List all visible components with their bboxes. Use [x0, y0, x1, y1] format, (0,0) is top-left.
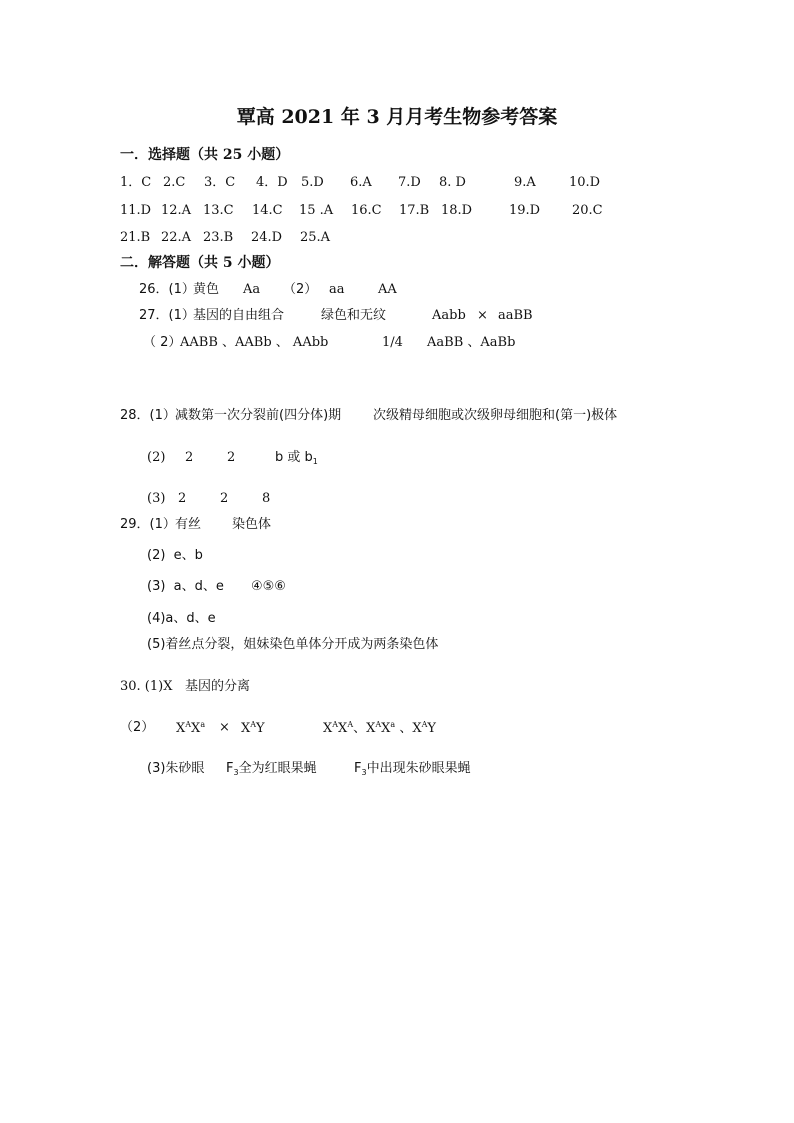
q30-times-sign: × — [219, 720, 230, 735]
q28-part3-answer-3: 8 — [262, 491, 271, 506]
answer-17: 17.B — [399, 203, 430, 218]
q28-number: 28．(1） — [120, 408, 176, 423]
answer-9: 9.A — [514, 175, 536, 190]
answer-8: 8. D — [439, 175, 466, 190]
q30-part-3: (3)朱砂眼 — [147, 761, 205, 776]
q29-number: 29．(1） — [120, 517, 176, 532]
q28-part-2: (2) — [147, 450, 166, 465]
q28-part2-answer-2: 2 — [227, 450, 236, 465]
q30-cross-female: $X^AX^a$ — [176, 720, 206, 736]
q27-answer-2: 绿色和无纹 — [321, 308, 387, 323]
q26-answer-4: AA — [378, 282, 397, 297]
answer-20: 20.C — [572, 203, 603, 218]
q29-line-3-circled: ④⑤⑥ — [251, 579, 286, 594]
answer-15: 15 .A — [299, 203, 334, 218]
answer-10: 10.D — [569, 175, 601, 190]
q28-part3-answer-2: 2 — [220, 491, 229, 506]
q26-answer-2: Aa — [243, 282, 261, 297]
q26-number: 26．(1） — [139, 282, 195, 297]
answer-5: 5.D — [301, 175, 324, 190]
q26-answer-3: aa — [329, 282, 345, 297]
answer-2: 2.C — [163, 175, 186, 190]
answer-13: 13.C — [203, 203, 234, 218]
q27-part-2: （ 2） — [143, 335, 182, 350]
q27-part2-answer-2: 1/4 — [382, 335, 403, 350]
answer-19: 19.D — [509, 203, 541, 218]
q28-part3-answer-1: 2 — [178, 491, 187, 506]
answer-1: 1．C — [120, 175, 152, 190]
q30-part-2: （2） — [120, 720, 155, 735]
answer-6: 6.A — [350, 175, 372, 190]
q30-cross-male: $X^AY$ — [241, 720, 265, 736]
q29-line-3: (3) a、d、e — [147, 579, 224, 594]
q30-offspring: $X^AX^A$、$X^AX^a$ 、$X^AY$ — [323, 720, 436, 736]
answer-23: 23.B — [203, 230, 234, 245]
q27-number: 27．(1） — [139, 308, 195, 323]
answer-22: 22.A — [161, 230, 192, 245]
q29-line-4: (4)a、d、e — [147, 611, 216, 626]
q28-answer-2: 次级精母细胞或次级卵母细胞和(第一)极体 — [373, 408, 618, 423]
q30-answer-1: 基因的分离 — [185, 679, 251, 694]
q27-answer-1: 基因的自由组合 — [193, 308, 285, 323]
q27-part2-answer-1: AABB 、AABb 、 AAbb — [180, 335, 329, 350]
answer-21: 21.B — [120, 230, 151, 245]
answer-12: 12.A — [161, 203, 192, 218]
q30-part3-answer-1: $F_3$全为红眼果蝇 — [226, 761, 317, 777]
answer-11: 11.D — [120, 203, 152, 218]
section-heading-answer: 二．解答题（共 5 小题） — [120, 255, 280, 271]
q27-times-sign: × — [477, 308, 488, 323]
q26-answer-1: 黄色 — [193, 282, 220, 297]
q27-part2-answer-3: AaBB 、AaBb — [427, 335, 516, 350]
answer-14: 14.C — [252, 203, 283, 218]
answer-4: 4．D — [256, 175, 288, 190]
page-title: 覃高 2021 年 3 月月考生物参考答案 — [236, 106, 558, 128]
answer-16: 16.C — [351, 203, 382, 218]
section-heading-choice: 一．选择题（共 25 小题） — [120, 147, 290, 163]
q26-part-2: （2） — [283, 282, 318, 297]
q29-answer-2: 染色体 — [232, 517, 272, 532]
q28-part2-answer-1: 2 — [185, 450, 194, 465]
answer-25: 25.A — [300, 230, 331, 245]
answer-18: 18.D — [441, 203, 473, 218]
q27-answer-4: aaBB — [498, 308, 533, 323]
q30-number: 30. (1)X — [120, 679, 173, 694]
q29-line-2: (2) e、b — [147, 548, 203, 563]
q30-part3-answer-2: $F_3$中出现朱砂眼果蝇 — [354, 761, 471, 777]
q28-part-3: (3) — [147, 491, 166, 506]
q29-answer-1: 有丝 — [175, 517, 202, 532]
q28-part2-answer-3: b 或 $b_1$ — [275, 450, 318, 466]
answer-7: 7.D — [398, 175, 421, 190]
q28-answer-1: 减数第一次分裂前(四分体)期 — [175, 408, 342, 423]
q29-line-5: (5)着丝点分裂，姐妹染色单体分开成为两条染色体 — [147, 637, 439, 652]
q27-answer-3: Aabb — [432, 308, 466, 323]
answer-3: 3．C — [204, 175, 236, 190]
answer-24: 24.D — [251, 230, 283, 245]
